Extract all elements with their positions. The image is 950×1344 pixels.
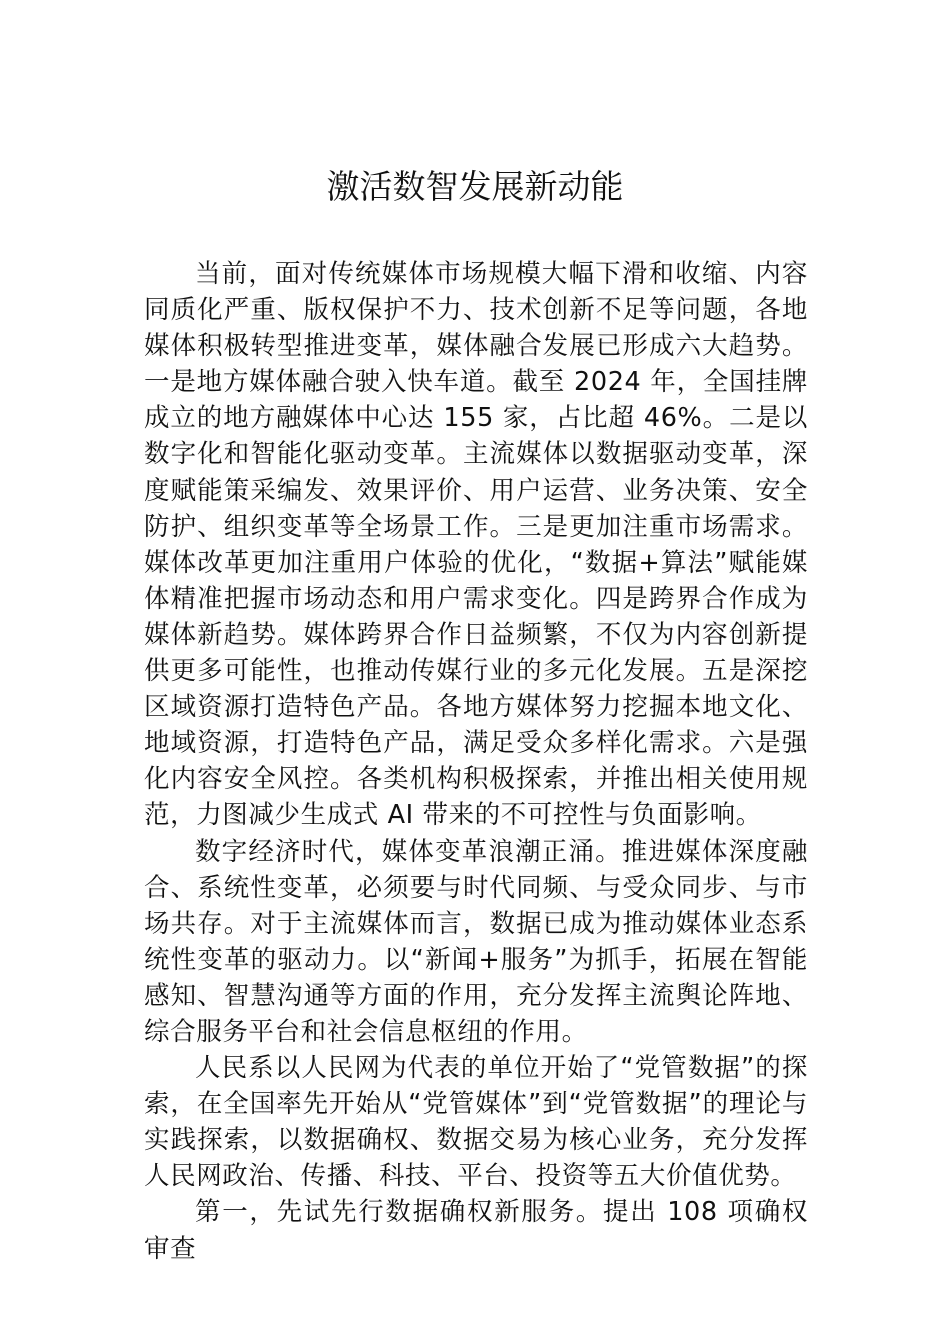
paragraph-first-point: 第一，先试先行数据确权新服务。提出 108 项确权审查 xyxy=(144,1197,808,1264)
paragraph-digital-economy: 数字经济时代，媒体变革浪潮正涌。推进媒体深度融合、系统性变革，必须要与时代同频、与受众同步、与市场共存。对于主流媒体而言，数据已成为推动媒体业态系统性变革的驱动力。以“新闻+服务”为抓手，拓展在智能感知、智慧沟通等方面的作用，充分发挥主流舆论阵地、综合服务平台和社会信息枢纽的作用。 xyxy=(144,836,808,1047)
paragraph-people-daily: 人民系以人民网为代表的单位开始了“党管数据”的探索，在全国率先开始从“党管媒体”到“党管数据”的理论与实践探索，以数据确权、数据交易为核心业务，充分发挥人民网政治、传播、科技、平台、投资等五大价值优势。 xyxy=(144,1053,808,1192)
paragraph-trends: 当前，面对传统媒体市场规模大幅下滑和收缩、内容同质化严重、版权保护不力、技术创新不足等问题，各地媒体积极转型推进变革，媒体融合发展已形成六大趋势。一是地方媒体融合驶入快车道。截至 2024 年，全国挂牌成立的地方融媒体中心达 155 家，占比超 46%。二是以数字化和智能化驱动变革。主流媒体以数据驱动变革，深度赋能策采编发、效果评价、用户运营、业务决策、安全防护、组织变革等全场景工作。三是更加注重市场需求。媒体改革更加注重用户体验的优化，“数据+算法”赋能媒体精准把握市场动态和用户需求变化。四是跨界合作成为媒体新趋势。媒体跨界合作日益频繁，不仅为内容创新提供更多可能性，也推动传媒行业的多元化发展。五是深挖区域资源打造特色产品。各地方媒体努力挖掘本地文化、地域资源，打造特色产品，满足受众多样化需求。六是强化内容安全风控。各类机构积极探索，并推出相关使用规范，力图减少生成式 AI 带来的不可控性与负面影响。 xyxy=(144,259,808,831)
document-title: 激活数智发展新动能 xyxy=(326,167,624,206)
document-body xyxy=(144,256,808,1267)
